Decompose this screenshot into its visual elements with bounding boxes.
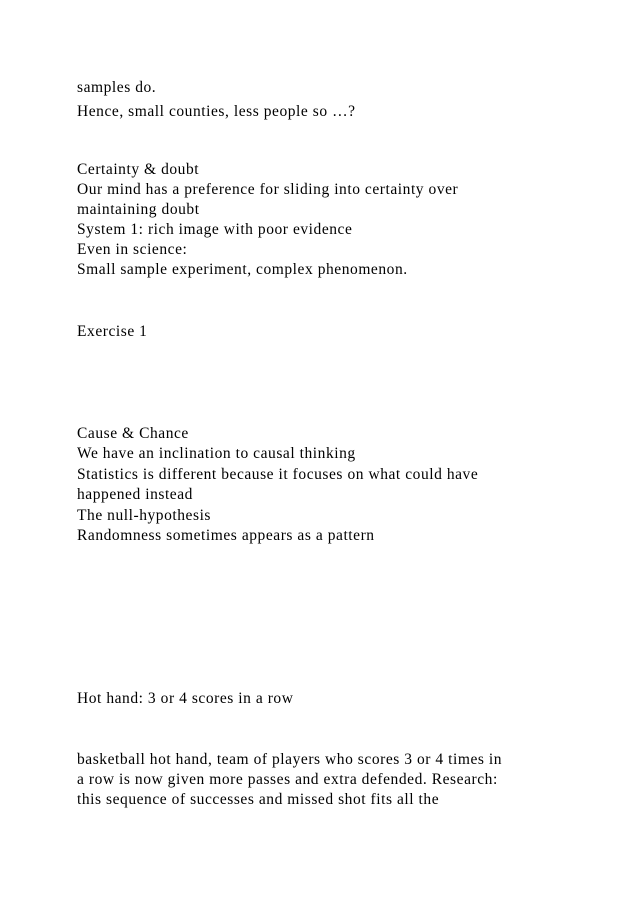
text-line: Randomness sometimes appears as a pattern	[77, 527, 375, 544]
text-line: this sequence of successes and missed shot fits all the	[77, 791, 440, 808]
text-line: The null-hypothesis	[77, 507, 212, 524]
text-line: happened instead	[77, 486, 193, 503]
text-line: Even in science:	[77, 241, 188, 258]
text-line: samples do.	[77, 79, 157, 96]
text-line: Hence, small counties, less people so …?	[77, 103, 356, 120]
section-heading-certainty: Certainty & doubt	[77, 161, 200, 178]
text-line: basketball hot hand, team of players who scores 3 or 4 times in	[77, 751, 503, 768]
text-line: System 1: rich image with poor evidence	[77, 221, 353, 238]
text-line: Statistics is different because it focuses on what could have	[77, 466, 479, 483]
text-line: Small sample experiment, complex phenomenon.	[77, 261, 408, 278]
text-line: Our mind has a preference for sliding into certainty over	[77, 181, 459, 198]
section-heading-cause-chance: Cause & Chance	[77, 425, 189, 442]
exercise-heading: Exercise 1	[77, 323, 148, 340]
text-line: a row is now given more passes and extra defended. Research:	[77, 771, 498, 788]
section-heading-hot-hand: Hot hand: 3 or 4 scores in a row	[77, 690, 294, 707]
text-line: maintaining doubt	[77, 201, 200, 218]
text-line: We have an inclination to causal thinking	[77, 445, 356, 462]
